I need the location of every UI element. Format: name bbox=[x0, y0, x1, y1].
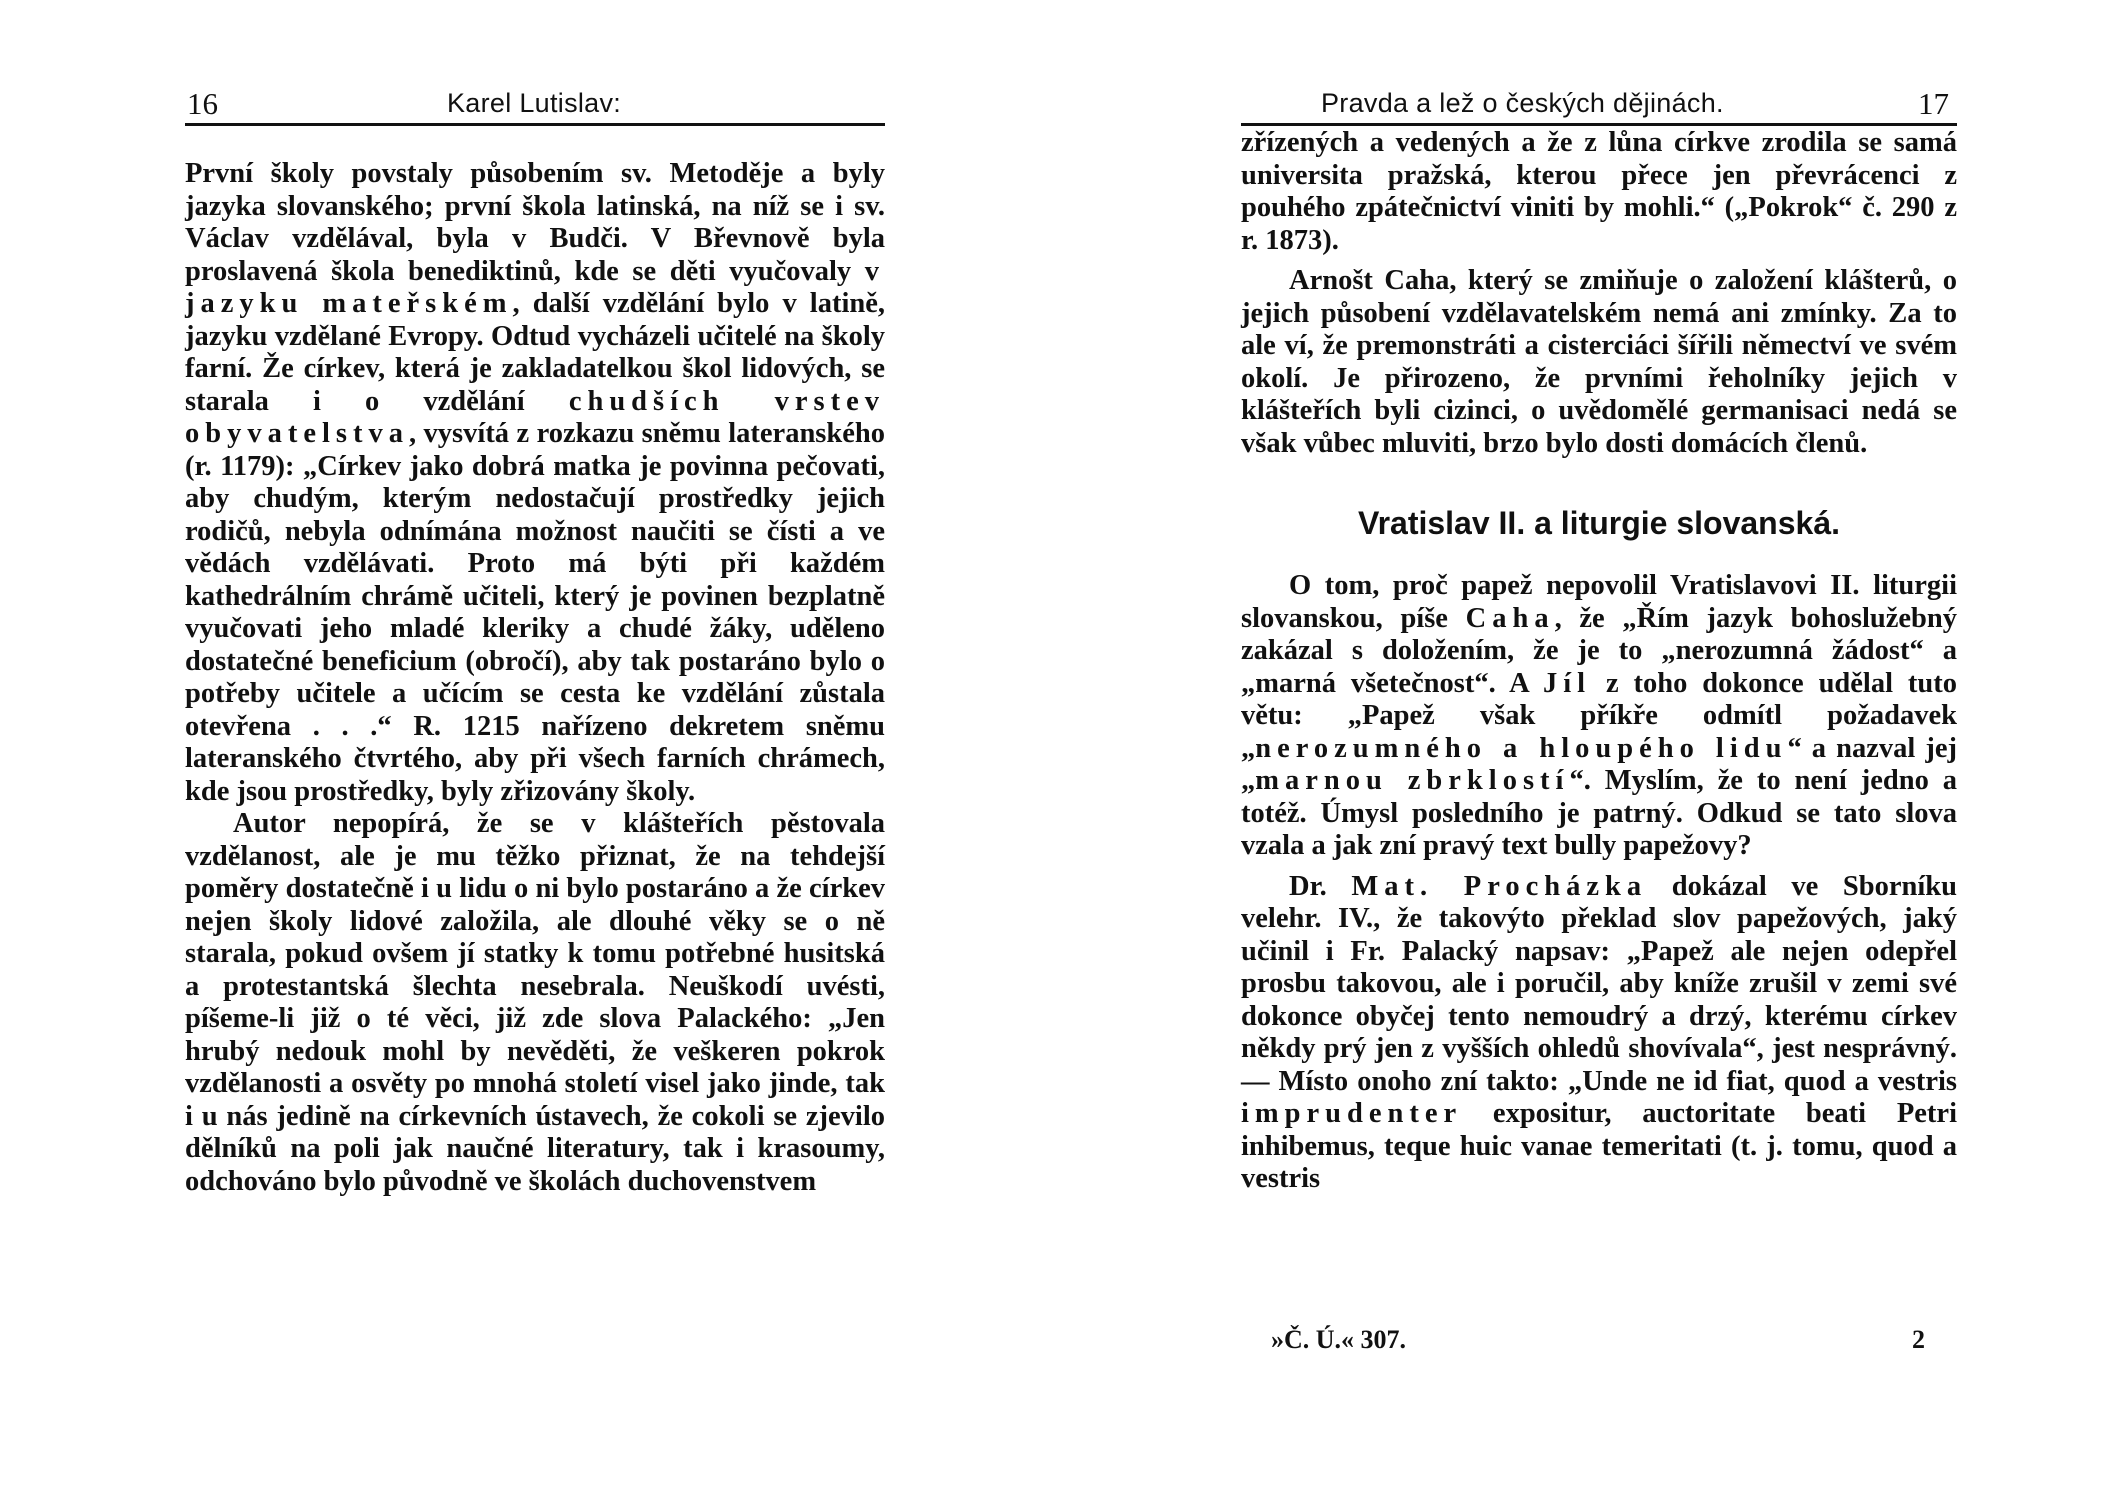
spaced-emphasis: nerozumného a hloupého lidu bbox=[1255, 732, 1788, 764]
text-run: Autor nepopírá, že se v klášteřích pěstovala vzdělanost, ale je mu těžko přiznat, že na tehdejší poměry dostatečně i u lidu o ni bylo postaráno a že církev nejen školy lidové založila, ale dlouhé věky se o ně starala, pokud ovšem jí statky k tomu potřebné husitská a protestantská šlechta nesebrala. Neuškodí uvésti, píšeme-li již o té věci, již zde slova Palackého: „Jen hrubý nedouk mohl by nevěděti, že veškeren pokrok vzdělanosti a osvěty po mnohá století visel jako jinde, tak i u nás jedině na církevních ústavech, že cokoli se zjevilo dělníků na poli jak naučné literatury, tak i krasoumy, odchováno bylo původně ve školách duchovenstvem bbox=[185, 808, 885, 1197]
header-rule bbox=[1241, 123, 1957, 126]
page-number: 16 bbox=[187, 86, 218, 121]
spaced-emphasis: marnou zbrklostí bbox=[1255, 765, 1570, 796]
spaced-emphasis: Mat. Procházka bbox=[1351, 870, 1648, 902]
paragraph bbox=[1241, 570, 1957, 863]
paragraph bbox=[185, 158, 885, 808]
text-run: “. Myslím, že to není jedno a totéž. Úmysl posledního je patrný. Odkud se tato slova vzala a jak zní pravý text bully papežovy? bbox=[1241, 765, 1958, 861]
page-header bbox=[185, 86, 885, 126]
paragraph bbox=[1241, 127, 1957, 257]
text-run: První školy povstaly působením sv. Metoděje a byly jazyka slovanského; první škola latinská, na níž se i sv. Václav vzdělával, byla v Budči. V Břevnově byla proslavená škola benediktinů, kde se děti vyučovaly bbox=[185, 158, 885, 287]
text-run: zřízených a vedených a že z lůna církve zrodila se samá universita pražská, kterou přece jen převrácenci z pouhého zpátečnictví viniti by mohli.“ („Pokrok“ č. 290 z r. 1873). bbox=[1241, 127, 1957, 256]
spaced-emphasis: chudších vrstev obyvatelstva bbox=[185, 385, 886, 449]
spaced-emphasis: Caha bbox=[1465, 602, 1555, 634]
text-run: Arnošt Caha, který se zmiňuje o založení klášterů, o jejich působení vzdělavatelském nemá ani zmínky. Za to ale ví, že premonstráti a cisterciáci šířili němectví ve svém okolí. Je přirozeno, že prvními řeholníky jejich v klášteřích byli cizinci, o uvědomělé germanisaci nedá se však vůbec mluviti, brzo bylo dosti domácích členů. bbox=[1241, 265, 1957, 459]
spaced-emphasis: Jíl bbox=[1543, 667, 1592, 699]
spaced-emphasis: imprudenter bbox=[1241, 1098, 1463, 1129]
text-run: “ a nazval jej „ bbox=[1241, 732, 1957, 796]
header-rule bbox=[185, 123, 885, 126]
paragraph bbox=[185, 808, 885, 1198]
text-run: Dr. bbox=[1289, 870, 1352, 902]
page-number: 17 bbox=[1918, 86, 1949, 121]
paragraph bbox=[1241, 871, 1957, 1196]
running-head: Pravda a lež o českých dějinách. bbox=[1321, 88, 1724, 118]
running-head: Karel Lutislav: bbox=[447, 88, 622, 118]
text-run: expositur, auctoritate beati Petri inhibemus, teque huic vanae temeritati (t. j. tomu, quod a vestris bbox=[1241, 1098, 1957, 1194]
paragraph bbox=[1241, 265, 1957, 460]
text-run: , vysvítá z rozkazu sněmu lateranského (r. 1179): „Církev jako dobrá matka je povinna pečovati, aby chudým, kterým nedostačují prostředky jejich rodičů, nebyla odnímána možnost naučiti se čísti a ve vědách vzdělávati. Proto má býti při každém kathedrálním chrámě učiteli, který je povinen bezplatně vyučovati jeho mladé kleriky a chudé žáky, uděleno dostatečné beneficium (obročí), aby tak postaráno bylo o potřeby učitele a učícím se cesta ke vzdělání zůstala otevřena . . .“ R. 1215 nařízeno dekretem sněmu lateranského čtvrtého, aby při všech farních chrámech, kde jsou prostředky, byly zřizovány školy. bbox=[185, 418, 885, 807]
page-body bbox=[1241, 127, 1957, 1196]
text-run: dokázal ve Sborníku velehr. IV., že takovýto překlad slov papežových, jaký učinil i Fr. Palacký napsav: „Papež ale nejen odepřel prosbu takovou, ale i poručil, aby kníže zrušil v zemi své dokonce obyčej tento nemoudrý a drzý, kterému církev někdy prý jen z vyšších ohledů shovívala“, jest nesprávný. — Místo onoho zní takto: „Unde ne id fiat, quod a vestris bbox=[1241, 870, 1957, 1097]
page-header bbox=[1241, 86, 1957, 126]
page-body bbox=[185, 158, 885, 1198]
text-run: O tom, proč papež nepovolil Vratislavovi II. liturgii slovanskou, píše bbox=[1241, 570, 1957, 634]
spaced-emphasis: v jazyku mateřském bbox=[185, 255, 885, 319]
text-run: z toho dokonce udělal tuto větu: „Papež však příkře odmítl požadavek „ bbox=[1241, 667, 1957, 764]
section-title: Vratislav II. a liturgie slovanská. bbox=[1357, 505, 1840, 541]
text-run: , další vzdělání bylo v latině, jazyku vzdělané Evropy. Odtud vycházeli učitelé na školy farní. Že církev, která je zakladatelkou škol lidových, se starala i o vzdělání bbox=[185, 288, 885, 417]
right-page bbox=[1061, 0, 2122, 1500]
footer-note: »Č. Ú.« 307. bbox=[1271, 1325, 1407, 1354]
text-run: , že „Řím jazyk bohoslužebný zakázal s doložením, že je to „nerozumná žádost“ a „marná všetečnost“. A bbox=[1241, 602, 1957, 699]
signature-mark: 2 bbox=[1912, 1325, 1925, 1354]
